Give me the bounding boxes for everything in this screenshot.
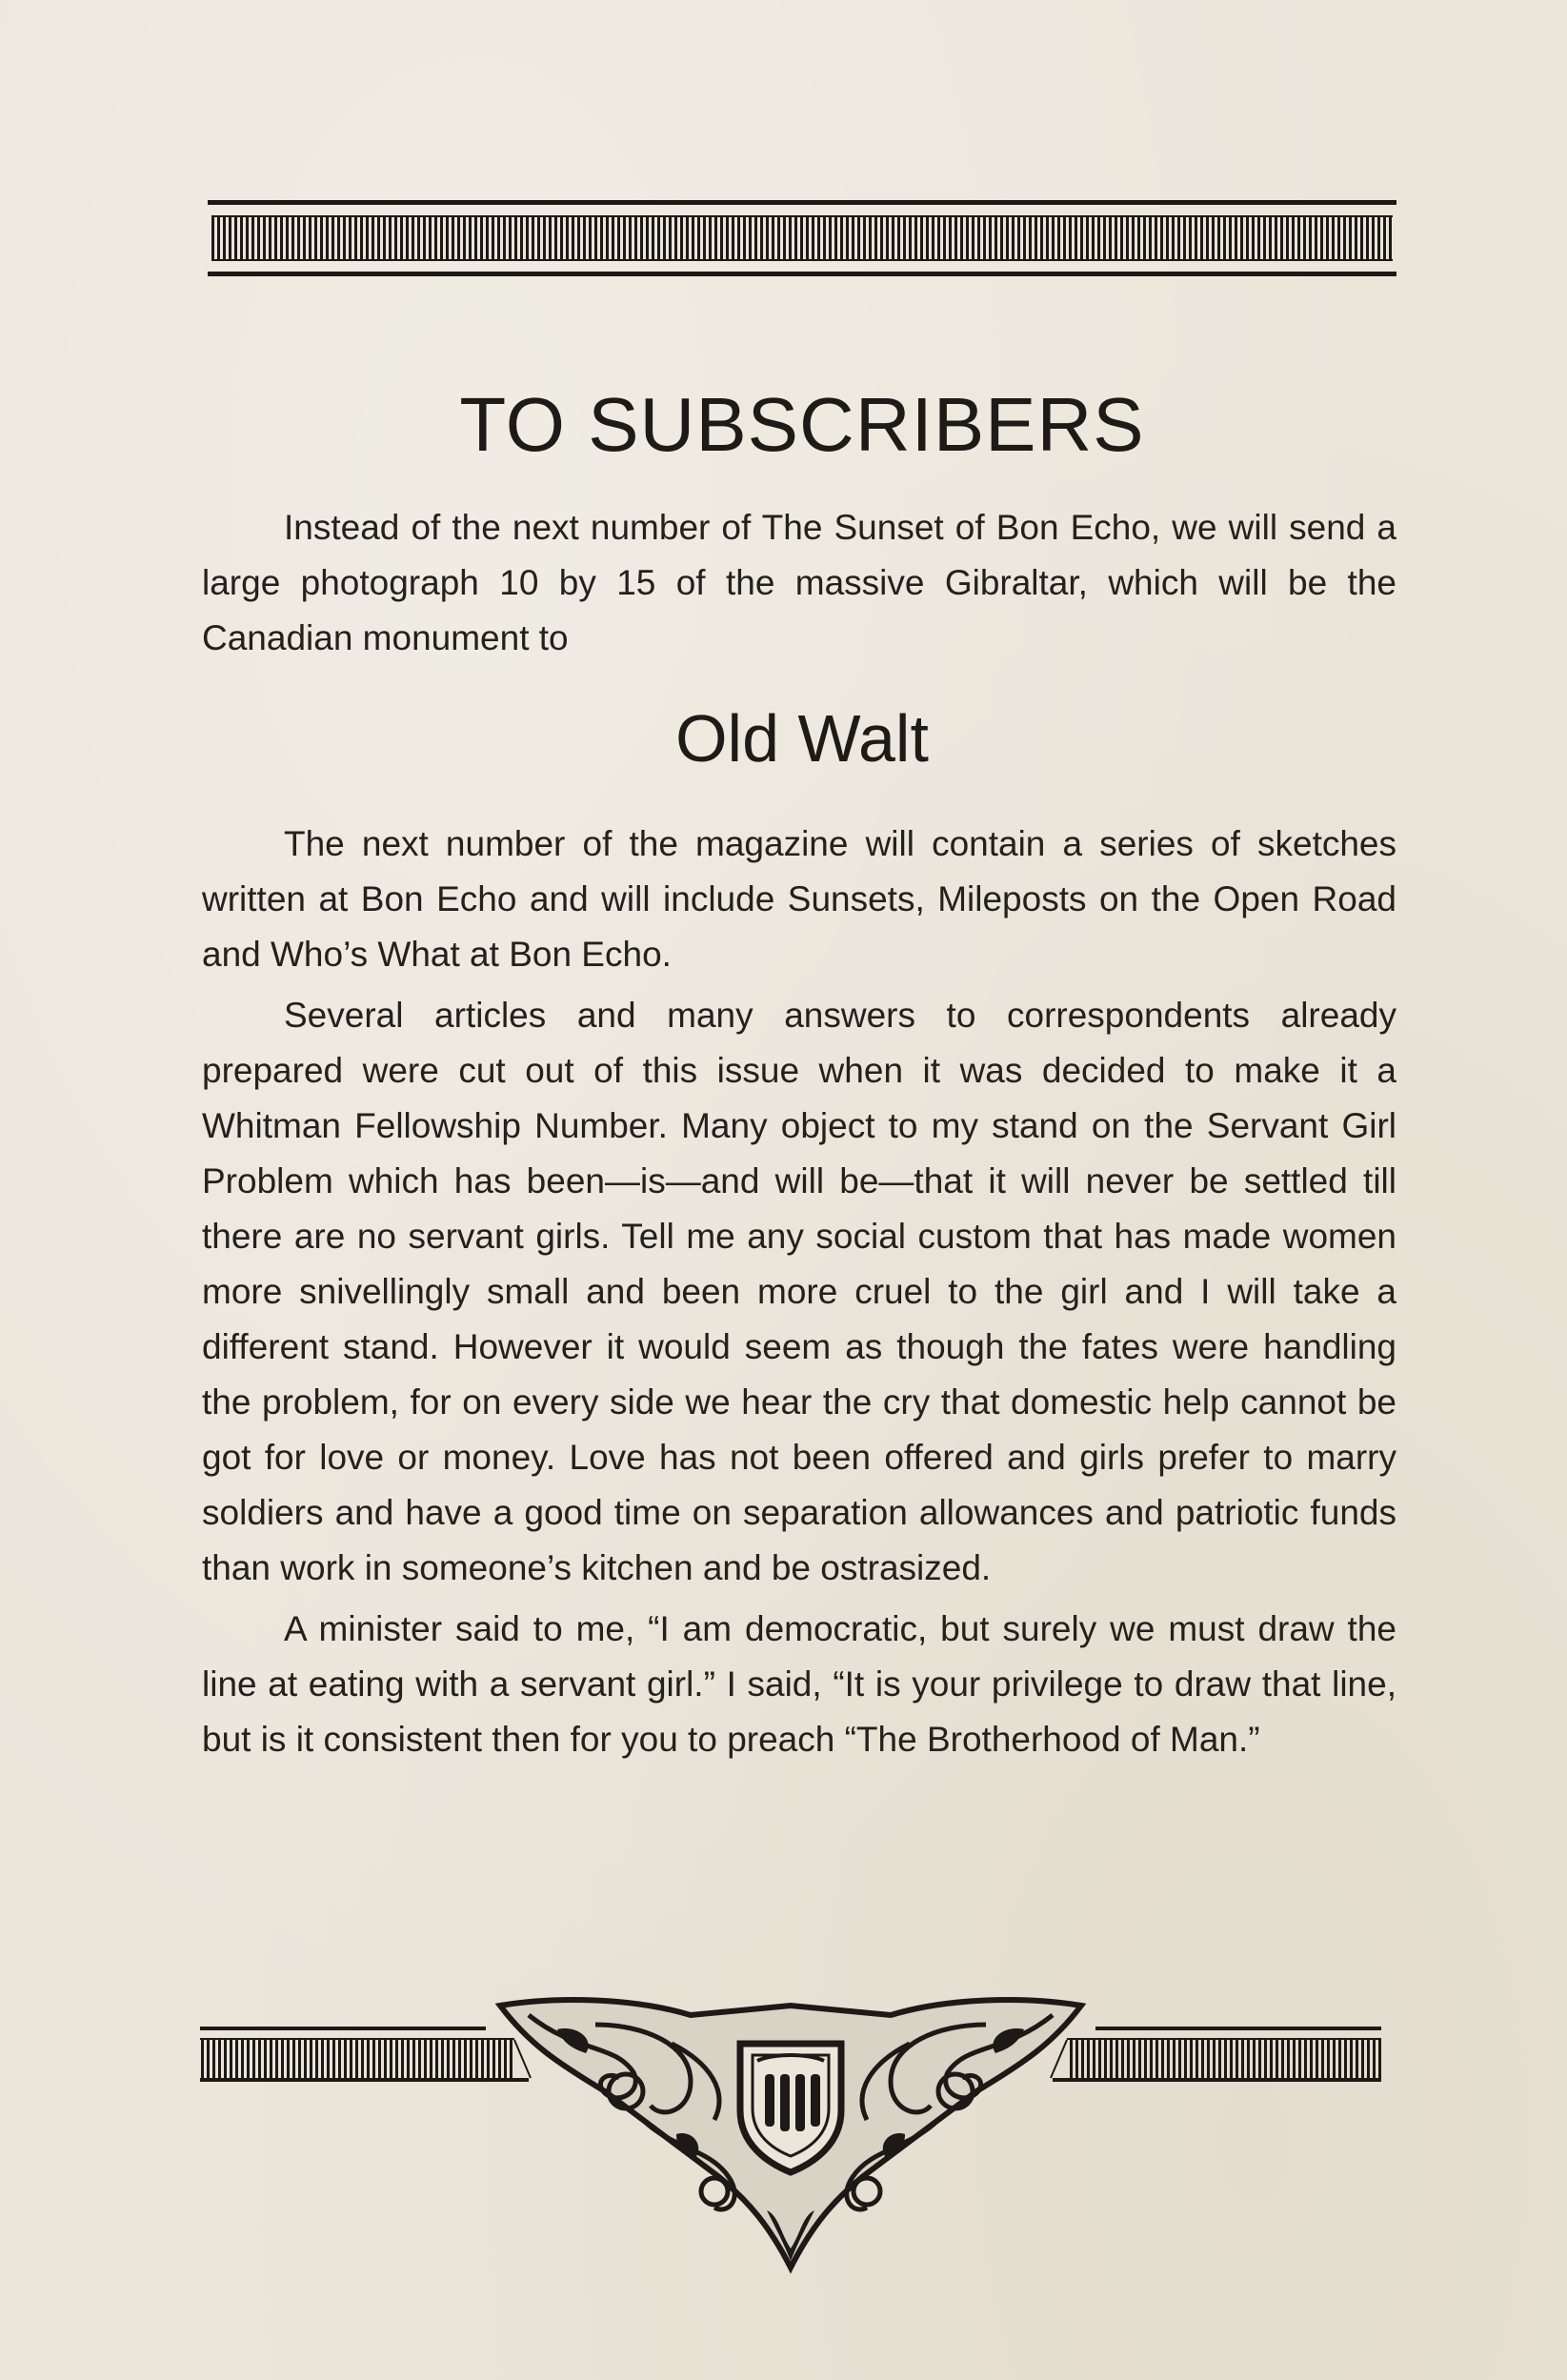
hatched-rule-icon — [208, 200, 1396, 276]
paragraph-1: The next number of the magazine will contain a series of sketches written at Bon Echo and will include Sunsets, Mileposts on the Open Road and Who’s What at Bon Echo. — [202, 824, 1396, 974]
scrollwork-shield-icon — [195, 1987, 1386, 2282]
subheading: Old Walt — [675, 701, 929, 776]
paragraph-2: Several articles and many answers to correspondents already prepared were cut out of this issue when it was decided to make it a Whitman Fellowship Number. Many object to my stand on the Servant Girl Problem which has been—is—and will be—that it will never be settled till there are no servant girls. Tell me any social custom that has made women more snivellingly small and been more cruel to the girl and I will take a different stand. However it would seem as though the fates were handling the problem, for on every side we hear the cry that domestic help cannot be got for love or money. Love has not been offered and girls prefer to marry soldiers and have a good time on separation allowances and patriotic funds than work in someone’s kitchen and be ostrasized. — [202, 996, 1396, 1587]
main-text — [202, 817, 1396, 1767]
intro-text: Instead of the next number of The Sunset of Bon Echo, we will send a large photograph 10 by 15 of the massive Gibraltar, which will be the Canadian monument to — [202, 508, 1396, 657]
page-title: TO SUBSCRIBERS — [459, 382, 1145, 467]
paragraph-3: A minister said to me, “I am democratic, but surely we must draw the line at eating with a servant girl.” I said, “It is your privilege to draw that line, but is it consistent then for you to preach “The Brotherhood of Man.” — [202, 1609, 1396, 1759]
intro-paragraph — [202, 500, 1396, 666]
